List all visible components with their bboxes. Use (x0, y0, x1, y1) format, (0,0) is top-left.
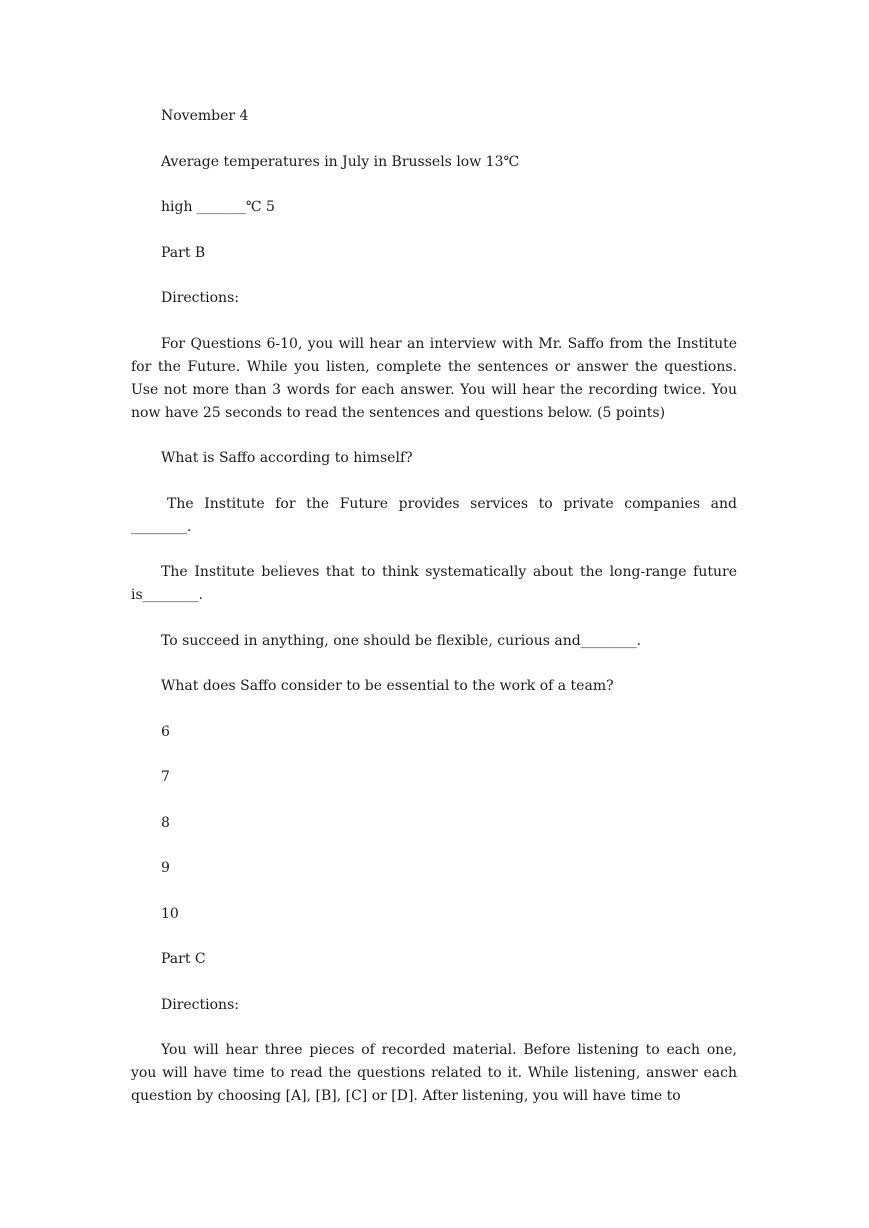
question-institute-services: The Institute for the Future provides services to private companies and ________. (131, 495, 737, 535)
answer-number-6: 6 (161, 723, 170, 740)
question-saffo-self: What is Saffo according to himself? (161, 450, 413, 466)
date-line: November 4 (161, 108, 249, 124)
temperature-high-line: high _______℃ 5 (161, 199, 275, 215)
part-b-directions-text: For Questions 6-10, you will hear an interview with Mr. Saffo from the Institute for the Future. While you listen, complete the sentences or answer the questions. Use not more than 3 words for each answer. You will hear the recording twice. You now have 25 seconds to read the sentences and questions below. (5 points) (131, 335, 737, 421)
answer-number-9: 9 (161, 860, 170, 876)
question-succeed: To succeed in anything, one should be flexible, curious and________. (161, 632, 642, 649)
document-page (131, 105, 737, 1131)
part-c-heading: Part C (161, 951, 206, 967)
temperature-low-line: Average temperatures in July in Brussels low 13℃ (161, 153, 520, 170)
answer-number-10: 10 (161, 905, 179, 922)
answer-number-7: 7 (161, 769, 170, 785)
part-c-directions-label: Directions: (161, 996, 239, 1013)
question-institute-believes: The Institute believes that to think systematically about the long-range future is________. (131, 564, 737, 603)
part-c-directions-text: You will hear three pieces of recorded material. Before listening to each one, you will have time to read the questions related to it. While listening, answer each question by choosing [A], [B], [C] or [D]. After listening, you will have time to (131, 1042, 737, 1104)
part-b-directions-label: Directions: (161, 290, 239, 306)
part-b-heading: Part B (161, 244, 206, 261)
question-team-essential: What does Saffo consider to be essential to the work of a team? (161, 678, 614, 694)
answer-number-8: 8 (161, 814, 170, 831)
